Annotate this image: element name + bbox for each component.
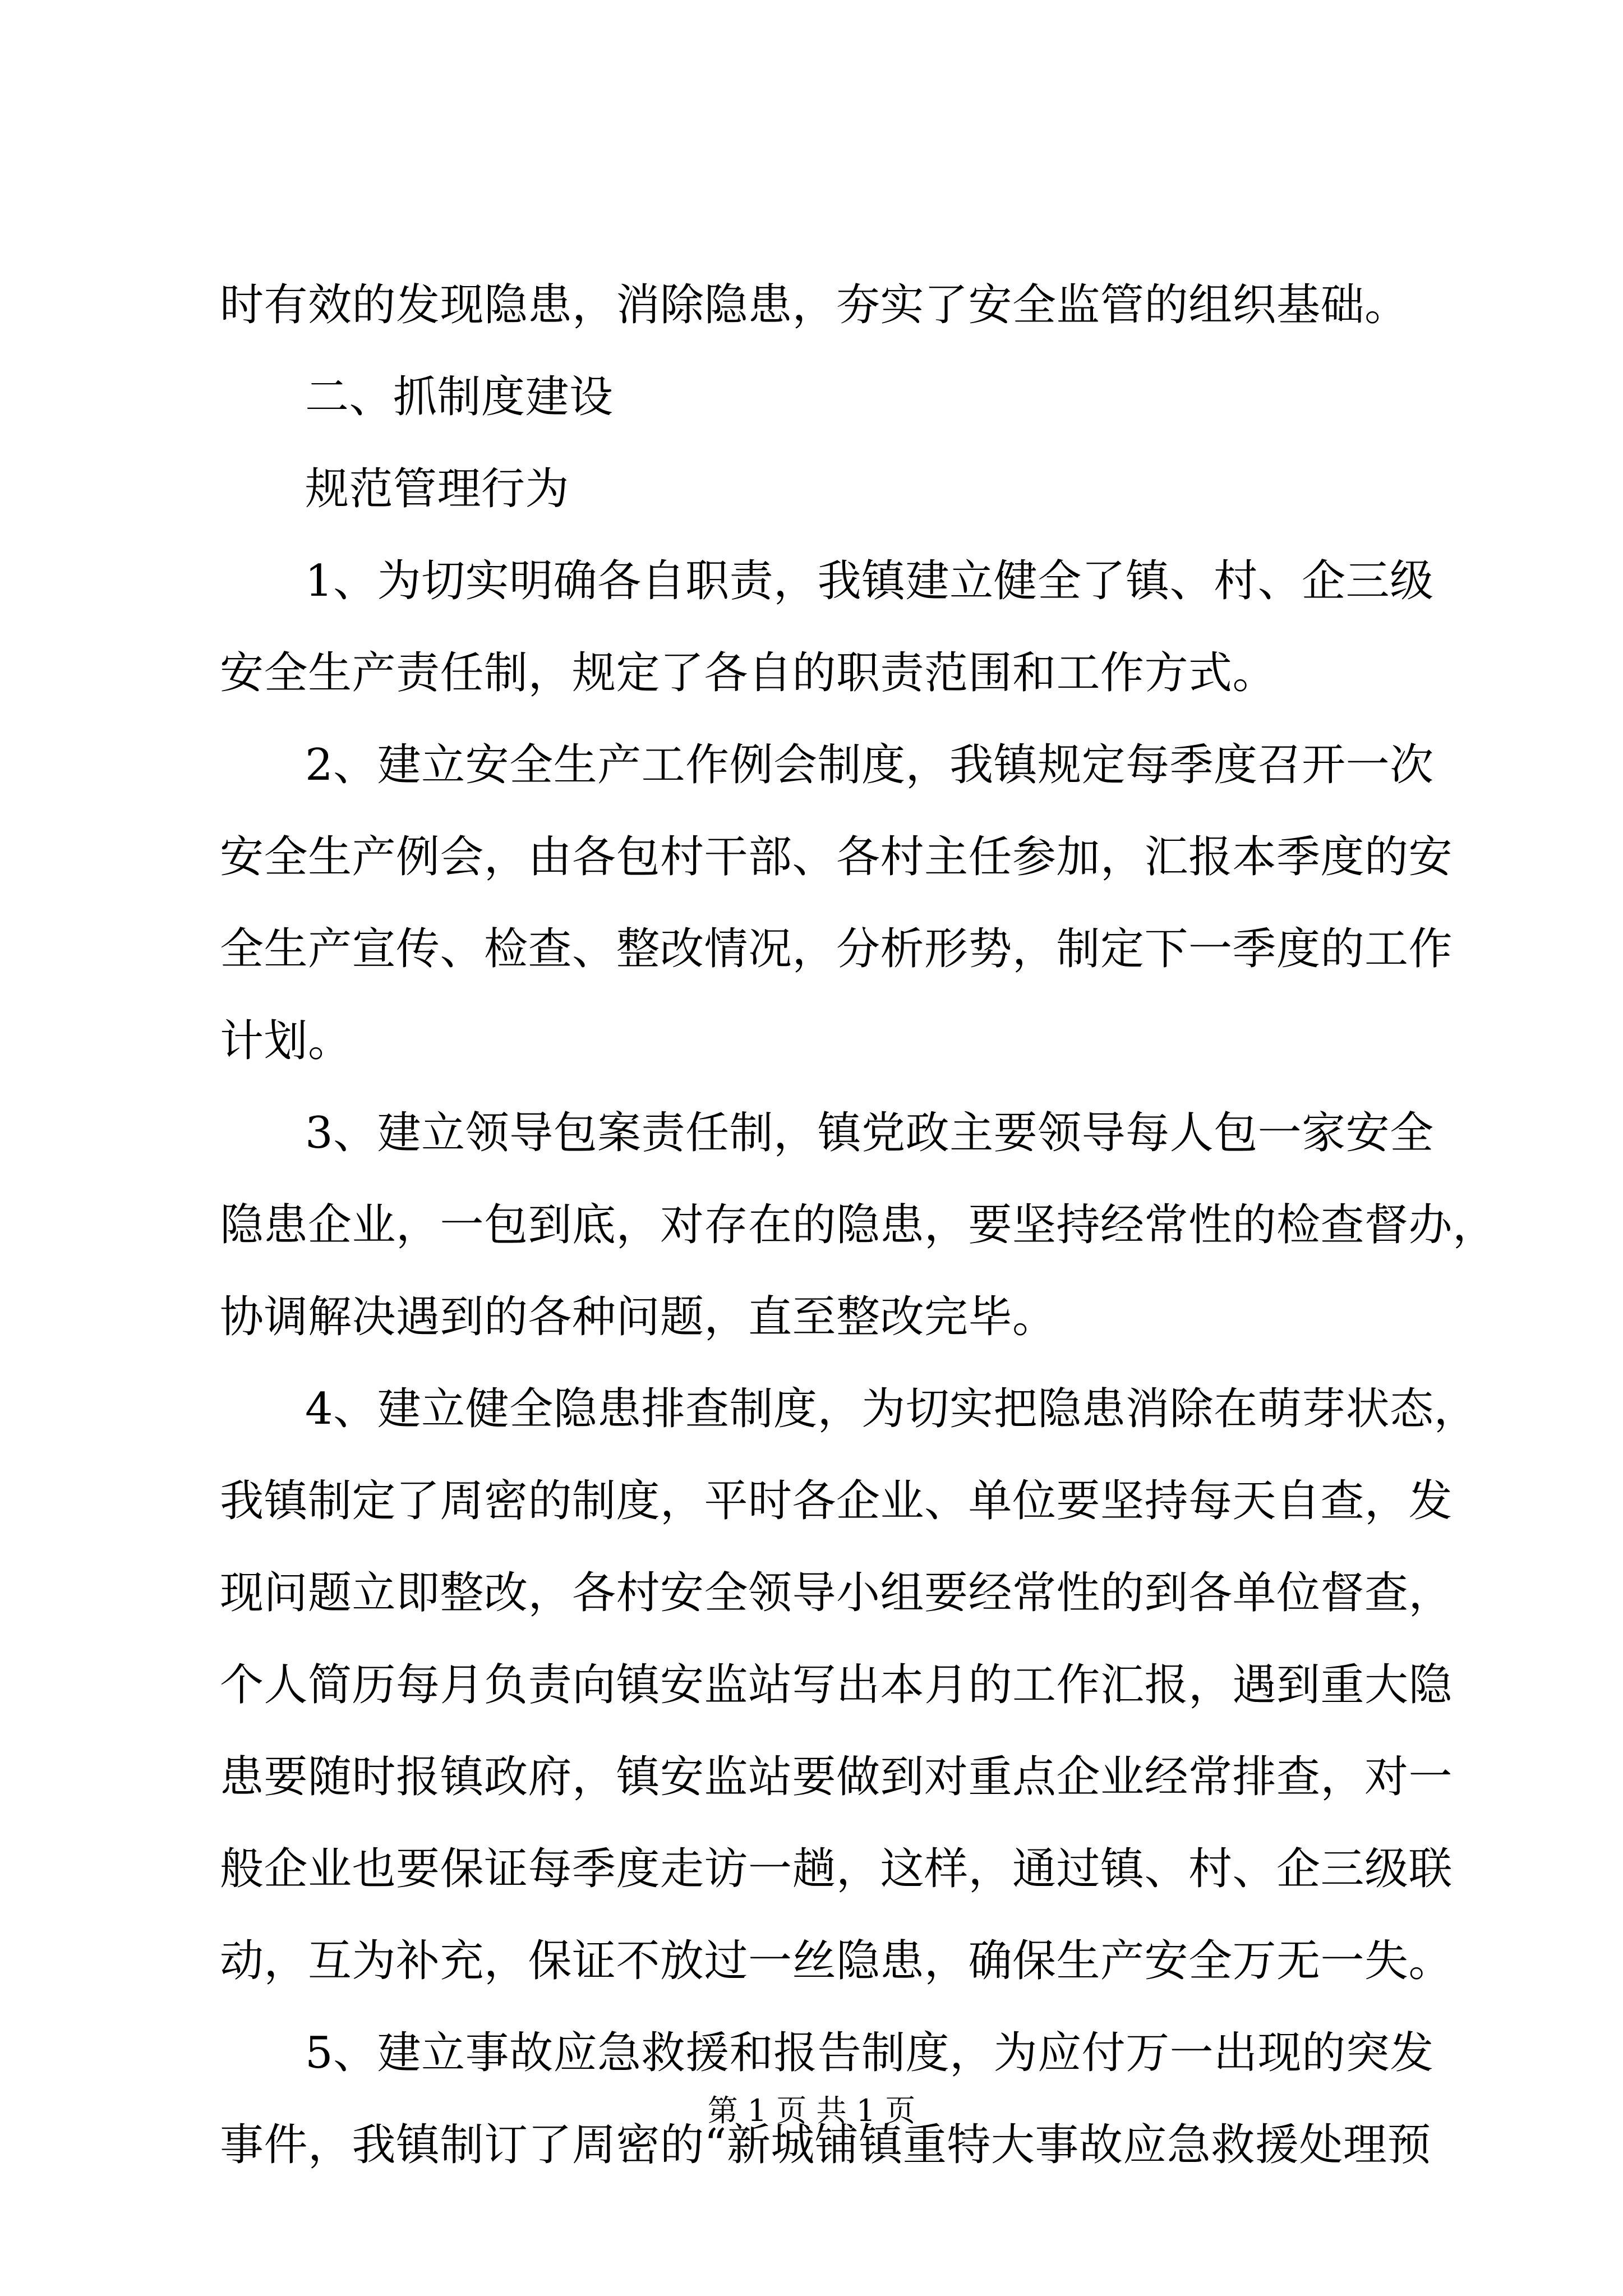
paragraph-1-line: 1、为切实明确各自职责，我镇建立健全了镇、村、企三级 xyxy=(305,556,1434,606)
paragraph-3-line: 隐患企业，一包到底，对存在的隐患，要坚持经常性的检查督办， xyxy=(220,1200,1497,1250)
paragraph-4-line: 我镇制定了周密的制度，平时各企业、单位要坚持每天自查，发 xyxy=(220,1476,1453,1526)
paragraph-2-line: 计划。 xyxy=(220,1016,352,1066)
paragraph-4-line: 个人简历每月负责向镇安监站写出本月的工作汇报，遇到重大隐 xyxy=(220,1660,1453,1710)
paragraph-4-line: 现问题立即整改，各村安全领导小组要经常性的到各单位督查， xyxy=(220,1568,1453,1618)
paragraph-2-line: 2、建立安全生产工作例会制度，我镇规定每季度召开一次 xyxy=(305,740,1434,790)
page-footer xyxy=(0,2091,1623,2131)
document-body xyxy=(220,259,1497,2191)
section-heading: 二、抓制度建设 xyxy=(305,372,614,422)
paragraph-2-line: 全生产宣传、检查、整改情况，分析形势，制定下一季度的工作 xyxy=(220,924,1453,974)
paragraph-2-line: 安全生产例会，由各包村干部、各村主任参加，汇报本季度的安 xyxy=(220,832,1453,882)
text-line: 时有效的发现隐患，消除隐患，夯实了安全监管的组织基础。 xyxy=(220,280,1409,330)
paragraph-1-line: 安全生产责任制，规定了各自的职责范围和工作方式。 xyxy=(220,648,1277,698)
paragraph-3-line: 3、建立领导包案责任制，镇党政主要领导每人包一家安全 xyxy=(305,1108,1434,1158)
paragraph-4-line: 4、建立健全隐患排查制度，为切实把隐患消除在萌芽状态， xyxy=(305,1384,1478,1434)
paragraph-5-line: 事件，我镇制订了周密的“新城铺镇重特大事故应急救援处理预 xyxy=(220,2120,1431,2170)
paragraph-4-line: 动，互为补充，保证不放过一丝隐患，确保生产安全万无一失。 xyxy=(220,1936,1453,1986)
paragraph-3-line: 协调解决遇到的各种问题，直至整改完毕。 xyxy=(220,1292,1057,1342)
paragraph-4-line: 患要随时报镇政府，镇安监站要做到对重点企业经常排查，对一 xyxy=(220,1752,1453,1802)
page-number: 第 1 页 共 1 页 xyxy=(707,2093,916,2128)
section-subheading: 规范管理行为 xyxy=(305,464,570,514)
paragraph-5-line: 5、建立事故应急救援和报告制度，为应付万一出现的突发 xyxy=(305,2028,1434,2078)
paragraph-4-line: 般企业也要保证每季度走访一趟，这样，通过镇、村、企三级联 xyxy=(220,1844,1453,1894)
